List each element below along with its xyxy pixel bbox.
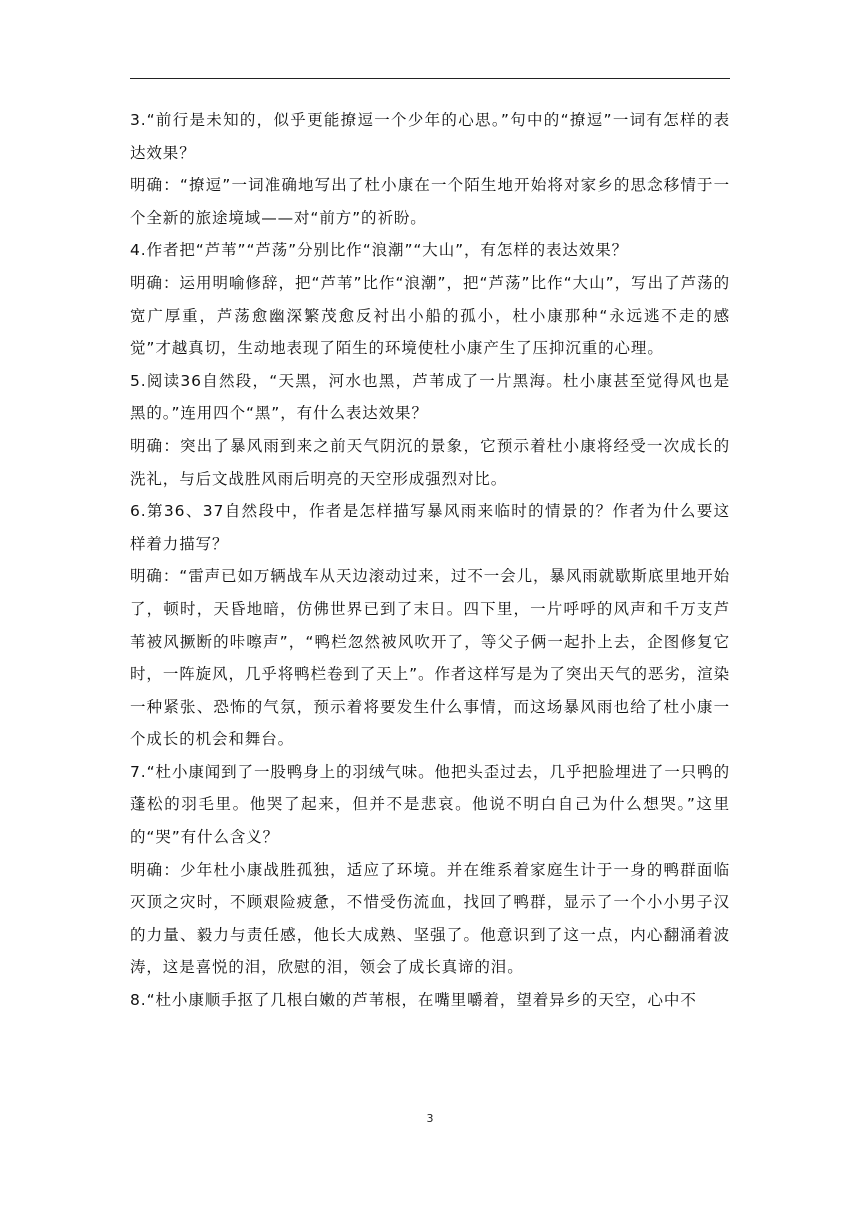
question-4: 4.作者把“芦苇”“芦荡”分别比作“浪潮”“大山”，有怎样的表达效果？: [130, 241, 629, 260]
question-3: 3.“前行是未知的，似乎更能撩逗一个少年的心思。”句中的“撩逗”一词有怎样的表达效果？: [130, 111, 730, 162]
page-number: 3: [426, 1112, 434, 1125]
question-5: 5.阅读36自然段，“天黑，河水也黑，芦苇成了一片黑海。杜小康甚至觉得风也是黑的。”连用四个“黑”，有什么表达效果？: [130, 371, 730, 423]
question-8: 8.“杜小康顺手抠了几根白嫩的芦苇根，在嘴里嚼着，望着异乡的天空，心中不: [130, 991, 697, 1010]
answer-4: 明确：运用明喻修辞，把“芦苇”比作“浪潮”，把“芦荡”比作“大山”，写出了芦荡的宽广厚重，芦荡愈幽深繁茂愈反衬出小船的孤小，杜小康那种“永远逃不走的感觉”才越真切，生动地表现了陌生的环境使杜小康产生了压抑沉重的心理。: [130, 273, 730, 358]
question-7: 7.“杜小康闻到了一股鸭身上的羽绒气味。他把头歪过去，几乎把脸埋进了一只鸭的蓬松的羽毛里。他哭了起来，但并不是悲哀。他说不明白自己为什么想哭。”这里的“哭”有什么含义？: [130, 762, 730, 847]
question-6: 6.第36、37自然段中，作者是怎样描写暴风雨来临时的情景的？作者为什么要这样着力描写？: [130, 502, 730, 553]
answer-5: 明确：突出了暴风雨到来之前天气阴沉的景象，它预示着杜小康将经受一次成长的洗礼，与后文战胜风雨后明亮的天空形成强烈对比。: [130, 436, 730, 488]
page-body: [130, 104, 730, 1017]
answer-3: 明确：“撩逗”一词准确地写出了杜小康在一个陌生地开始将对家乡的思念移情于一个全新的旅途境域——对“前方”的祈盼。: [130, 176, 730, 227]
answer-6: 明确：“雷声已如万辆战车从天边滚动过来，过不一会儿，暴风雨就歇斯底里地开始了，顿时，天昏地暗，仿佛世界已到了末日。四下里，一片呼呼的风声和千万支芦苇被风撅断的咔嚓声”，“鸭栏忽然被风吹开了，等父子俩一起扑上去，企图修复它时，一阵旋风，几乎将鸭栏卷到了天上”。作者这样写是为了突出天气的恶劣，渲染一种紧张、恐怖的气氛，预示着将要发生什么事情，而这场暴风雨也给了杜小康一个成长的机会和舞台。: [130, 567, 730, 749]
answer-7: 明确：少年杜小康战胜孤独，适应了环境。并在维系着家庭生计于一身的鸭群面临灭顶之灾时，不顾艰险疲惫，不惜受伤流血，找回了鸭群，显示了一个小小男子汉的力量、毅力与责任感，他长大成熟、坚强了。他意识到了这一点，内心翻涌着波涛，这是喜悦的泪，欣慰的泪，领会了成长真谛的泪。: [130, 860, 730, 977]
header-rule: [130, 78, 730, 79]
